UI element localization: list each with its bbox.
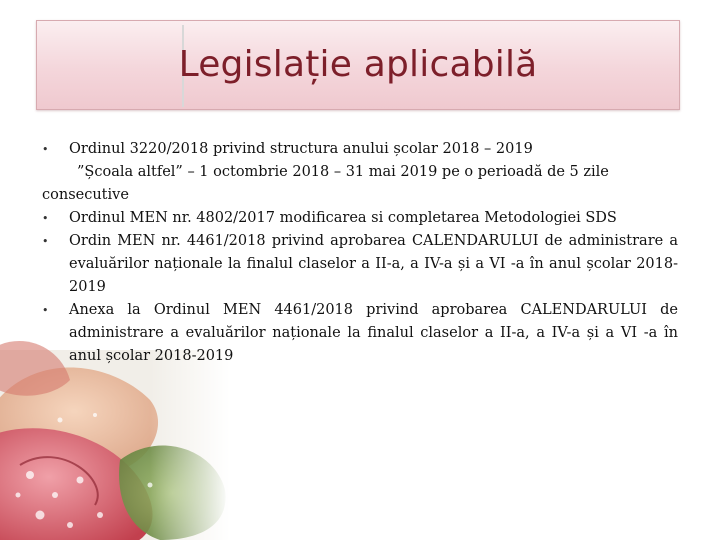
continuation-line: consecutive bbox=[42, 187, 129, 203]
bullet-icon: • bbox=[42, 143, 49, 156]
list-item bbox=[42, 230, 678, 299]
title-box bbox=[36, 20, 680, 110]
bullet-icon: • bbox=[42, 304, 49, 317]
list-item-text: Ordinul 3220/2018 privind structura anului școlar 2018 – 2019 bbox=[69, 141, 533, 157]
bullet-list bbox=[42, 138, 678, 368]
bullet-icon: • bbox=[42, 212, 49, 225]
page-title: Legislație aplicabilă bbox=[178, 44, 538, 85]
list-item-continuation-tail bbox=[42, 184, 678, 207]
list-item-text: Ordinul MEN nr. 4802/2017 modificarea si completarea Metodologiei SDS bbox=[69, 210, 617, 226]
list-item-text: Anexa la Ordinul MEN 4461/2018 privind aprobarea CALENDARULUI de administrare a evaluărilor naționale la finalul claselor a II-a, a IV-a și a VI -a în anul școlar 2018-2019 bbox=[69, 302, 678, 364]
list-item bbox=[42, 299, 678, 368]
list-item bbox=[42, 207, 678, 230]
list-item bbox=[42, 138, 678, 161]
list-item-text: Ordin MEN nr. 4461/2018 privind aprobarea CALENDARULUI de administrare a evaluărilor naționale la finalul claselor a II-a, a IV-a și a VI -a în anul școlar 2018-2019 bbox=[69, 233, 678, 295]
list-item-continuation bbox=[42, 161, 678, 184]
continuation-line: ”Școala altfel” – 1 octombrie 2018 – 31 mai 2019 pe o perioadă de 5 zile bbox=[77, 164, 609, 180]
bullet-icon: • bbox=[42, 235, 49, 248]
